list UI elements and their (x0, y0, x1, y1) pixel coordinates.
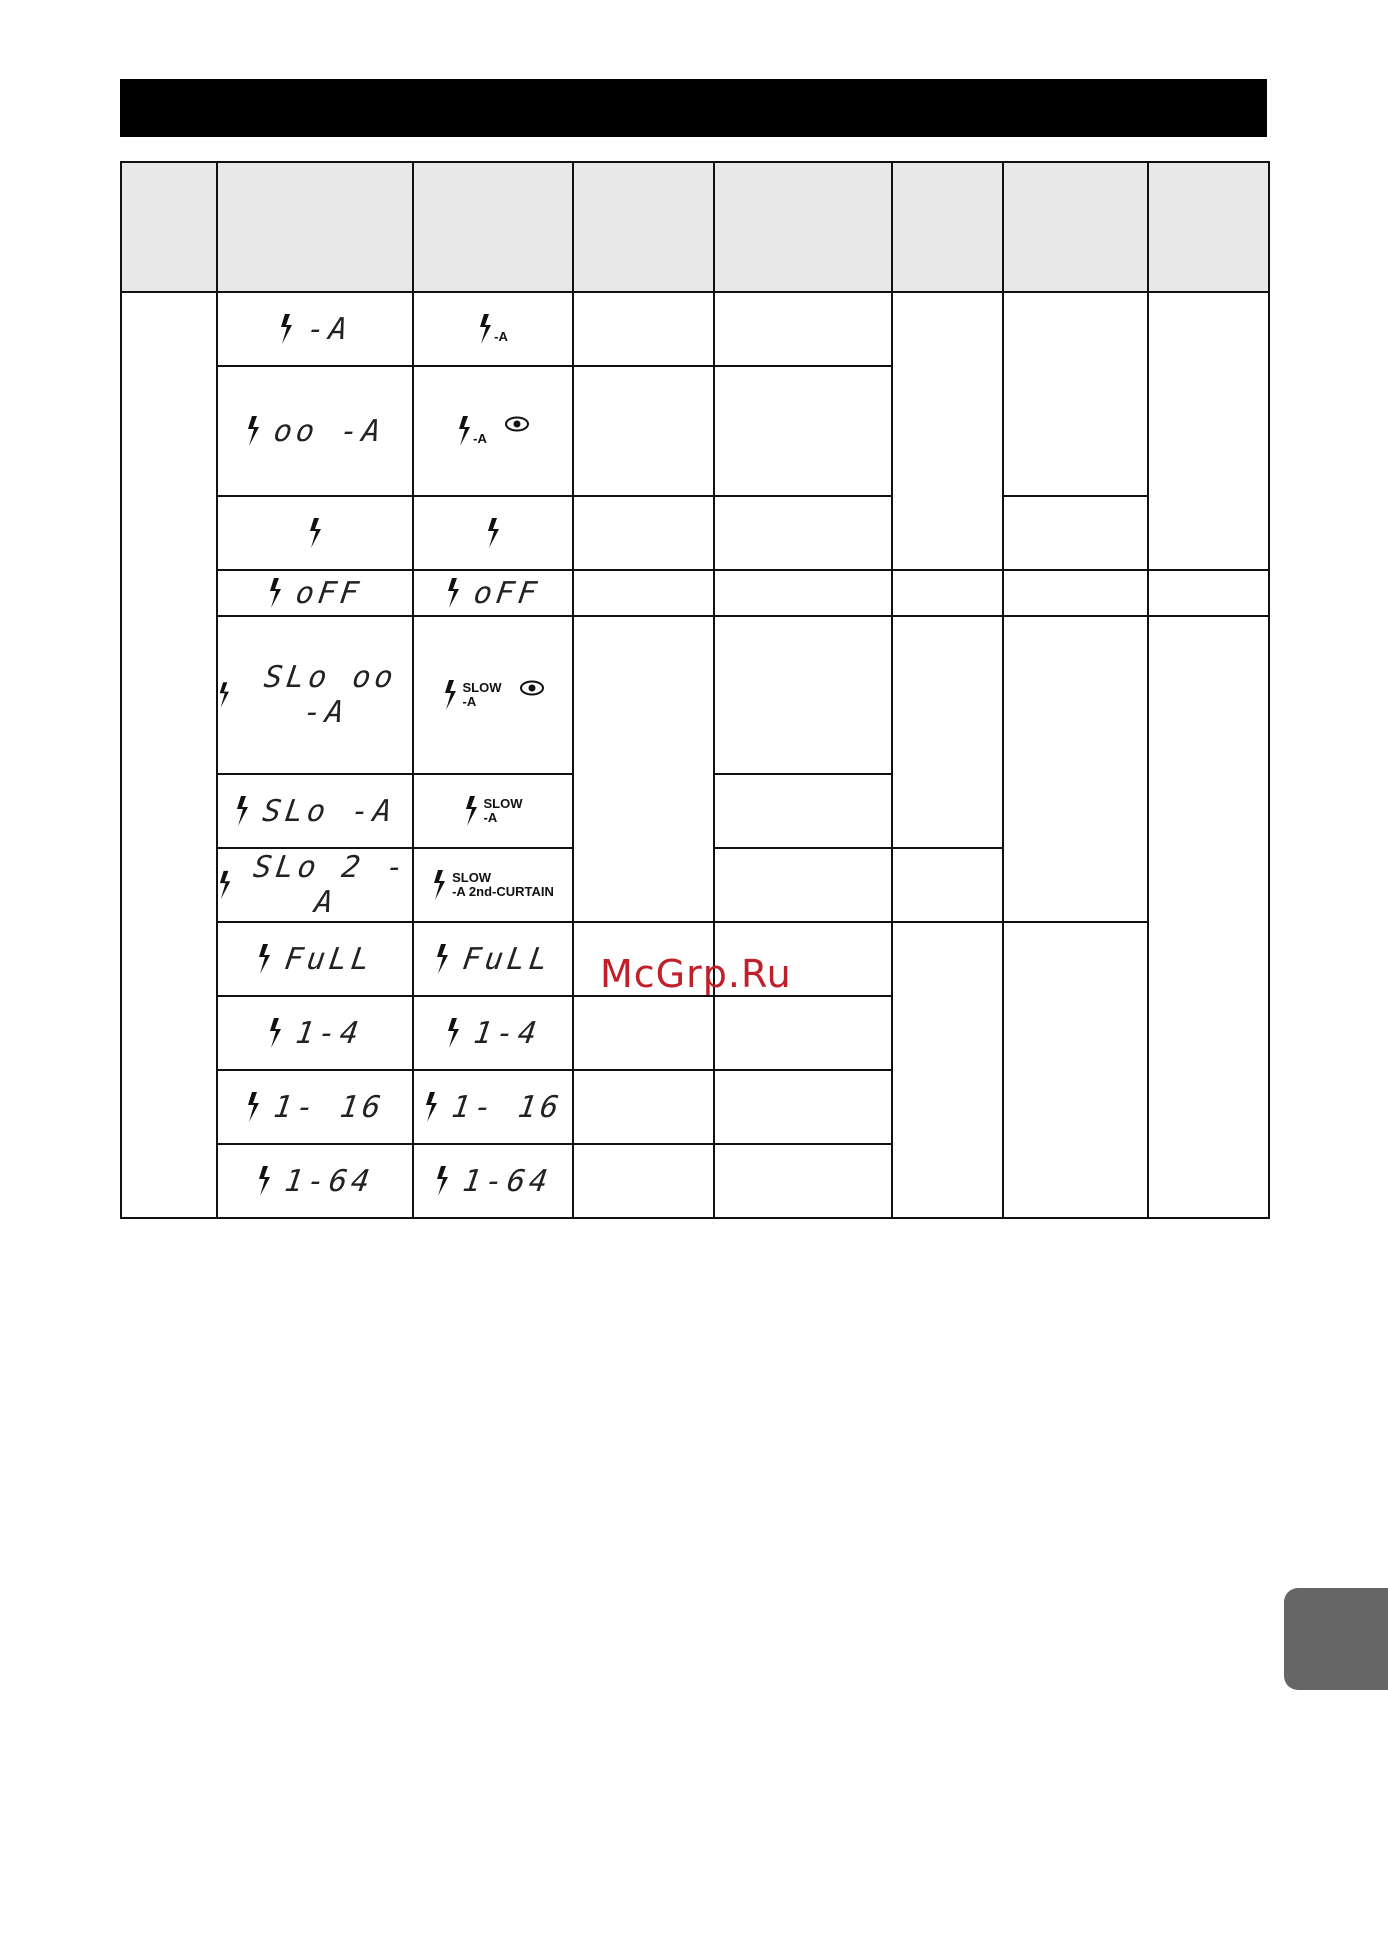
symbol-label: -A (462, 694, 477, 709)
lcd-cell (217, 570, 413, 616)
lcd-cell (217, 1144, 413, 1218)
lightning-bolt-icon (257, 1166, 271, 1196)
header-cell (413, 162, 573, 292)
lightning-bolt-icon (279, 314, 293, 344)
table-cell (1148, 570, 1269, 616)
lightning-bolt-icon (446, 1018, 460, 1048)
table-row (121, 292, 1269, 366)
table-cell (714, 996, 892, 1070)
lcd-cell (217, 774, 413, 848)
lightning-bolt-icon (235, 796, 249, 826)
lightning-bolt-icon (435, 1166, 449, 1196)
table-cell (714, 1144, 892, 1218)
symbol-cell (413, 496, 573, 570)
table-cell (892, 292, 1003, 570)
lcd-readout: 1- 16 (449, 1089, 565, 1125)
lightning-bolt-icon (268, 578, 282, 608)
symbol-cell (413, 1144, 573, 1218)
table-cell (573, 1144, 714, 1218)
lcd-readout: 1-4 (471, 1015, 543, 1051)
lightning-bolt-icon (464, 796, 478, 826)
lcd-readout: 1-4 (293, 1015, 365, 1051)
watermark-text: McGrp.Ru (600, 952, 792, 996)
table-row (121, 616, 1269, 774)
lcd-cell (217, 996, 413, 1070)
table-cell (573, 616, 714, 922)
lightning-bolt-icon (478, 314, 492, 344)
header-cell (573, 162, 714, 292)
lcd-cell (217, 292, 413, 366)
symbol-slow-label: SLOW (452, 870, 492, 885)
lcd-readout: SLo -A (260, 793, 398, 829)
table-cell (1003, 570, 1148, 616)
lightning-bolt-icon (443, 680, 457, 710)
header-cell (892, 162, 1003, 292)
lightning-bolt-icon (268, 1018, 282, 1048)
table-cell (714, 616, 892, 774)
lcd-readout: oo -A (271, 413, 387, 449)
symbol-label: -A (483, 810, 498, 825)
symbol-cell (413, 774, 573, 848)
symbol-cell (413, 996, 573, 1070)
flash-mode-table (120, 161, 1270, 1219)
table-cell (573, 1070, 714, 1144)
lcd-cell (217, 496, 413, 570)
lightning-bolt-icon (486, 518, 500, 548)
table-cell (714, 292, 892, 366)
symbol-slow-label: SLOW (483, 796, 523, 811)
table-cell (892, 848, 1003, 922)
table-cell (573, 570, 714, 616)
symbol-slow-label: SLOW (462, 680, 502, 695)
lightning-bolt-icon (457, 416, 471, 446)
lightning-bolt-icon (432, 870, 446, 900)
header-cell (714, 162, 892, 292)
lightning-bolt-icon (446, 578, 460, 608)
table-cell (892, 922, 1003, 1218)
symbol-label: -A (494, 328, 508, 344)
table-cell (573, 996, 714, 1070)
lcd-readout: FuLL (282, 941, 376, 977)
table-cell (714, 774, 892, 848)
lightning-bolt-icon (257, 944, 271, 974)
lcd-readout: 1-64 (460, 1163, 554, 1199)
symbol-cell (413, 292, 573, 366)
header-cell (121, 162, 217, 292)
lcd-readout: FuLL (460, 941, 554, 977)
eye-icon (505, 416, 529, 432)
table-cell (714, 570, 892, 616)
table-cell (573, 292, 714, 366)
symbol-cell (413, 1070, 573, 1144)
table-cell (1003, 616, 1148, 922)
table-cell (1003, 922, 1148, 1218)
table-cell (714, 848, 892, 922)
section-tab (1284, 1588, 1388, 1690)
symbol-cell (413, 922, 573, 996)
table-cell (714, 366, 892, 496)
lcd-readout: -A (304, 311, 354, 347)
table-cell (892, 570, 1003, 616)
table-cell (573, 496, 714, 570)
lcd-cell (217, 848, 413, 922)
lcd-cell (217, 366, 413, 496)
table-cell (1003, 496, 1148, 570)
lightning-bolt-icon (424, 1092, 438, 1122)
symbol-cell (413, 616, 573, 774)
group-cell (121, 292, 217, 1218)
symbol-label: -A (473, 430, 487, 446)
table-cell (1003, 292, 1148, 496)
table-cell (573, 366, 714, 496)
lcd-readout: 1-64 (282, 1163, 376, 1199)
symbol-cell (413, 366, 573, 496)
table-row (121, 496, 1269, 570)
symbol-cell (413, 570, 573, 616)
table-cell (1148, 292, 1269, 570)
table-cell (1148, 616, 1269, 1218)
title-bar (120, 79, 1267, 137)
lightning-bolt-icon (218, 680, 230, 710)
lcd-cell (217, 616, 413, 774)
lcd-readout: oFF (471, 575, 543, 611)
lcd-cell (217, 1070, 413, 1144)
lcd-readout: oFF (293, 575, 365, 611)
table-row (121, 570, 1269, 616)
header-cell (217, 162, 413, 292)
table-cell (714, 496, 892, 570)
lcd-readout: SLo oo -A (261, 660, 400, 730)
symbol-label: -A 2nd-CURTAIN (452, 884, 554, 899)
symbol-cell (413, 848, 573, 922)
header-cell (1003, 162, 1148, 292)
table-cell (714, 1070, 892, 1144)
lightning-bolt-icon (308, 518, 322, 548)
lightning-bolt-icon (246, 416, 260, 446)
lcd-readout: 1- 16 (271, 1089, 387, 1125)
lcd-cell (217, 922, 413, 996)
lightning-bolt-icon (435, 944, 449, 974)
lightning-bolt-icon (246, 1092, 260, 1122)
table-cell (892, 616, 1003, 848)
lcd-readout: SLo 2 -A (251, 850, 411, 920)
lightning-bolt-icon (218, 870, 231, 900)
eye-icon (520, 680, 544, 696)
header-cell (1148, 162, 1269, 292)
header-row (121, 162, 1269, 292)
